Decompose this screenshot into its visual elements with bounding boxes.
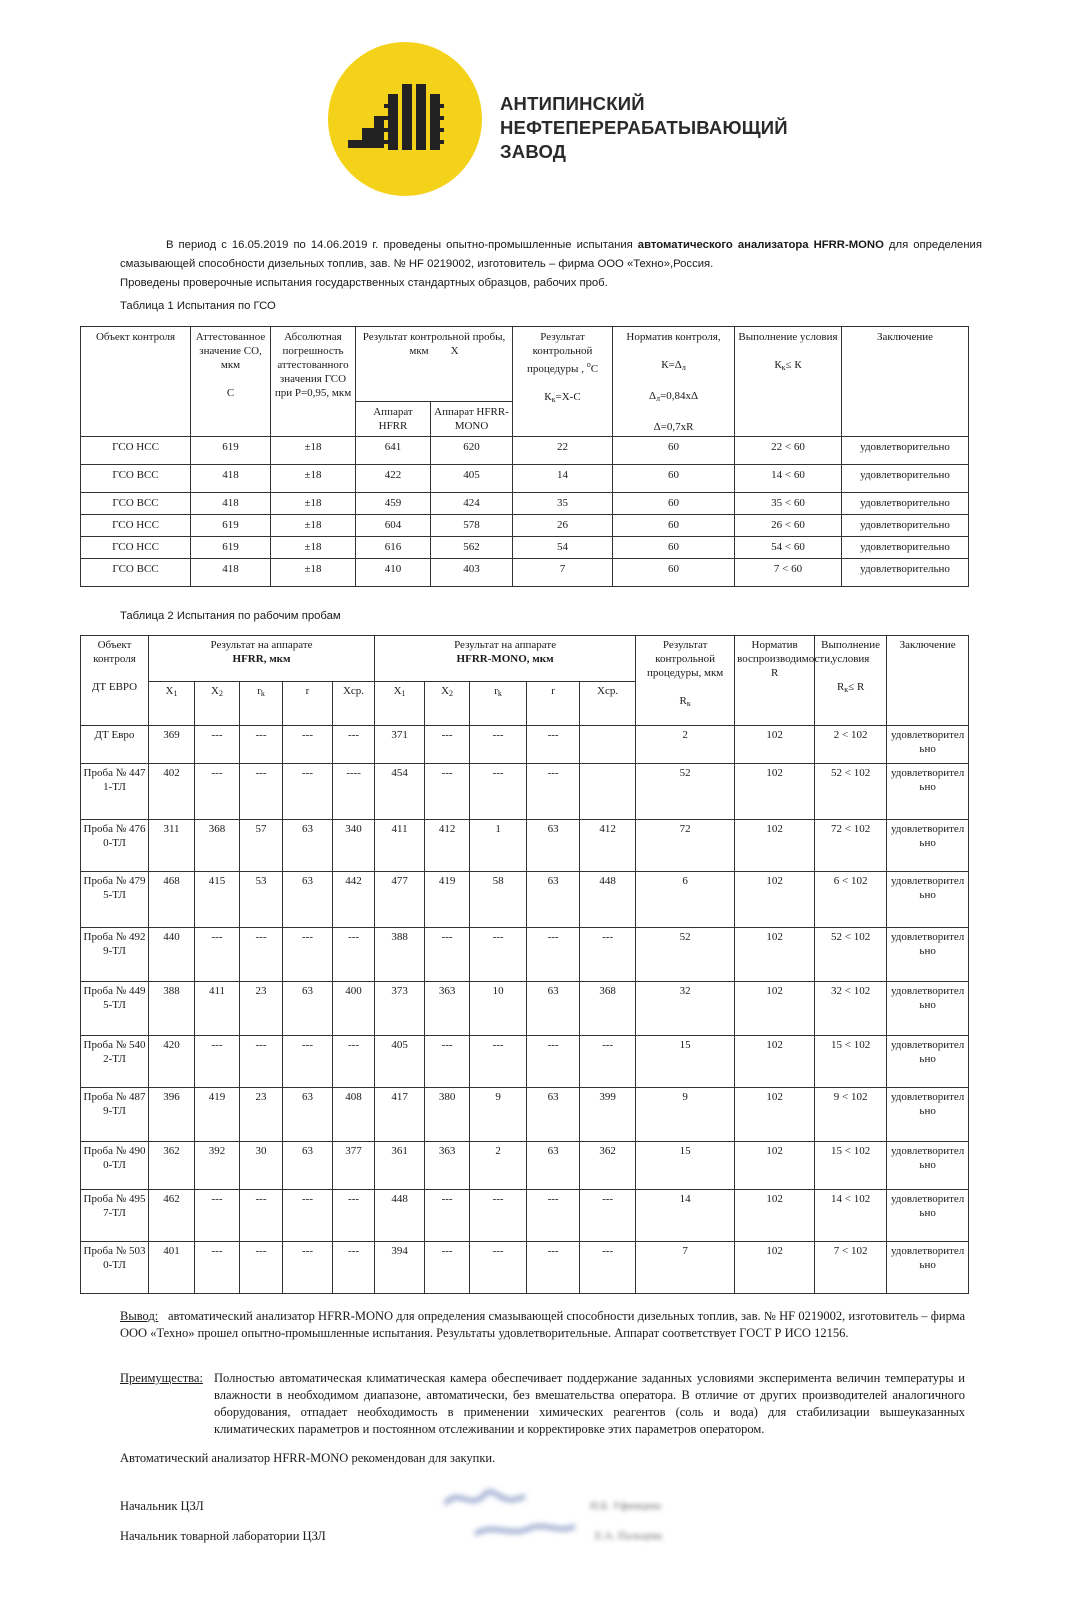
- t2-cell-fulfil: 52 < 102: [815, 928, 887, 982]
- t2-cell-object: ДТ Евро: [81, 726, 149, 764]
- t2-cell-mono-rk: ---: [470, 1190, 527, 1242]
- t1-cell-fulfilment: 7 < 60: [735, 559, 842, 587]
- t2-sub-xavg-mono: Хср.: [580, 682, 636, 726]
- t2-cell-hfrr-x2: 419: [195, 1088, 240, 1142]
- signature-name-2: Е.А. Пальцева: [595, 1530, 663, 1542]
- t2-cell-conclusion: удовлетворительно: [887, 1142, 969, 1190]
- t1-cell-mono: 403: [431, 559, 513, 587]
- t1-cell-abs-error: ±18: [271, 493, 356, 515]
- company-logo: [328, 42, 482, 196]
- advantages: [120, 1370, 965, 1436]
- table-row: [81, 559, 969, 587]
- t2-cell-proc: 72: [636, 820, 735, 872]
- t2-cell-mono-rk: 9: [470, 1088, 527, 1142]
- t2-cell-proc: 9: [636, 1088, 735, 1142]
- table-row: [81, 928, 969, 982]
- t2-cell-norm: 102: [735, 726, 815, 764]
- t1-cell-object: ГСО НСС: [81, 537, 191, 559]
- t2-cell-hfrr-xavg: 442: [333, 872, 375, 928]
- table-row: [81, 982, 969, 1036]
- t2-cell-mono-rk: ---: [470, 726, 527, 764]
- table-row: [81, 515, 969, 537]
- t1-header-conclusion: Заключение: [842, 327, 969, 437]
- t2-cell-mono-rk: 2: [470, 1142, 527, 1190]
- recommendation: Автоматический анализатор HFRR-MONO рекомендован для закупки.: [120, 1451, 496, 1465]
- t2-cell-norm: 102: [735, 764, 815, 820]
- table-row: [81, 726, 969, 764]
- t2-cell-proc: 7: [636, 1242, 735, 1294]
- t2-cell-hfrr-rk: 57: [240, 820, 283, 872]
- handwritten-signature-1: [440, 1484, 530, 1514]
- company-name-line-2: НЕФТЕПЕРЕРАБАТЫВАЮЩИЙ: [500, 117, 788, 138]
- t2-cell-fulfil: 6 < 102: [815, 872, 887, 928]
- t2-cell-object: Проба № 5030-ТЛ: [81, 1242, 149, 1294]
- t1-cell-conclusion: удовлетворительно: [842, 559, 969, 587]
- t2-header-norm: Норматив воспроизводимости, R: [735, 636, 815, 726]
- t1-cell-proc-result: 22: [513, 437, 613, 465]
- t2-cell-hfrr-rk: ---: [240, 1190, 283, 1242]
- t2-cell-mono-r: ---: [527, 726, 580, 764]
- conclusion-label: Вывод:: [120, 1309, 159, 1323]
- t2-cell-mono-r: ---: [527, 1190, 580, 1242]
- t2-cell-hfrr-x1: 462: [149, 1190, 195, 1242]
- t2-cell-hfrr-rk: 23: [240, 1088, 283, 1142]
- t2-cell-proc: 32: [636, 982, 735, 1036]
- t2-cell-hfrr-x2: ---: [195, 1036, 240, 1088]
- table2-caption: Таблица 2 Испытания по рабочим пробам: [120, 610, 341, 622]
- t2-cell-hfrr-xavg: 408: [333, 1088, 375, 1142]
- t2-cell-fulfil: 52 < 102: [815, 764, 887, 820]
- t2-cell-mono-x1: 371: [375, 726, 425, 764]
- t2-cell-hfrr-r: 63: [283, 1142, 333, 1190]
- advantages-label: Преимущества:: [120, 1371, 203, 1385]
- t1-cell-conclusion: удовлетворительно: [842, 493, 969, 515]
- t1-cell-abs-error: ±18: [271, 537, 356, 559]
- t1-cell-norm: 60: [613, 515, 735, 537]
- t1-cell-fulfilment: 26 < 60: [735, 515, 842, 537]
- advantages-text: Полностью автоматическая климатическая камера обеспечивает поддержание заданных условиями эксперимента величин температуры и влажности в необходимом диапазоне, автоматически, без вмешательства оператора. В отличие от других производителей аналогичного оборудования, отпадает необходимость в применении химических реагентов (соль и вода) для стабилизации вышеуказанных климатических параметров и постоянном отслеживании и корректировке этих параметров оператором.: [214, 1371, 965, 1436]
- t2-cell-mono-x1: 448: [375, 1190, 425, 1242]
- t2-cell-mono-x1: 454: [375, 764, 425, 820]
- t1-cell-abs-error: ±18: [271, 559, 356, 587]
- t2-cell-proc: 15: [636, 1036, 735, 1088]
- table-row: [81, 465, 969, 493]
- t2-cell-object: Проба № 5402-ТЛ: [81, 1036, 149, 1088]
- t2-cell-hfrr-r: 63: [283, 872, 333, 928]
- t2-cell-mono-r: 63: [527, 982, 580, 1036]
- t2-cell-proc: 14: [636, 1190, 735, 1242]
- t1-cell-object: ГСО ВСС: [81, 493, 191, 515]
- t2-cell-mono-xavg: 399: [580, 1088, 636, 1142]
- t2-cell-hfrr-xavg: ---: [333, 726, 375, 764]
- t2-sub-r: r: [283, 682, 333, 726]
- t2-sub-rk-mono: $r_k$: [470, 682, 527, 726]
- t2-cell-mono-xavg: 448: [580, 872, 636, 928]
- t2-cell-norm: 102: [735, 872, 815, 928]
- refinery-icon: [328, 42, 482, 196]
- t1-cell-proc-result: 7: [513, 559, 613, 587]
- t2-cell-hfrr-rk: 23: [240, 982, 283, 1036]
- t1-header-object: Объект контроля: [81, 327, 191, 437]
- t1-cell-certified: 418: [191, 493, 271, 515]
- t2-cell-hfrr-xavg: 340: [333, 820, 375, 872]
- t2-cell-object: Проба № 4795-ТЛ: [81, 872, 149, 928]
- t1-cell-abs-error: ±18: [271, 437, 356, 465]
- t2-cell-mono-xavg: ---: [580, 1190, 636, 1242]
- t1-cell-mono: 620: [431, 437, 513, 465]
- t2-cell-object: Проба № 4957-ТЛ: [81, 1190, 149, 1242]
- t2-cell-conclusion: удовлетворительно: [887, 982, 969, 1036]
- t2-cell-hfrr-rk: ---: [240, 764, 283, 820]
- t2-cell-mono-x2: 412: [425, 820, 470, 872]
- t2-cell-mono-x1: 373: [375, 982, 425, 1036]
- handwritten-signature-2: [470, 1516, 580, 1542]
- t2-cell-proc: 15: [636, 1142, 735, 1190]
- t2-cell-conclusion: удовлетворительно: [887, 928, 969, 982]
- t2-cell-mono-xavg: 362: [580, 1142, 636, 1190]
- t1-header-certified: Аттестованное значение СО, мкм С: [191, 327, 271, 437]
- t1-cell-conclusion: удовлетворительно: [842, 515, 969, 537]
- company-name-line-3: ЗАВОД: [500, 141, 567, 162]
- t2-cell-mono-x2: 380: [425, 1088, 470, 1142]
- table-row: [81, 872, 969, 928]
- t1-cell-proc-result: 35: [513, 493, 613, 515]
- t2-cell-conclusion: удовлетворительно: [887, 872, 969, 928]
- t2-sub-x2-mono: $Х_2$: [425, 682, 470, 726]
- t2-cell-hfrr-x2: ---: [195, 726, 240, 764]
- t1-cell-abs-error: ±18: [271, 465, 356, 493]
- table-row: [81, 1142, 969, 1190]
- t2-cell-hfrr-x1: 468: [149, 872, 195, 928]
- t2-cell-norm: 102: [735, 1036, 815, 1088]
- t2-cell-hfrr-r: ---: [283, 1036, 333, 1088]
- t2-cell-hfrr-x2: ---: [195, 764, 240, 820]
- t2-cell-hfrr-rk: ---: [240, 928, 283, 982]
- t2-cell-mono-x2: 363: [425, 982, 470, 1036]
- t1-cell-hfrr: 604: [356, 515, 431, 537]
- t2-cell-hfrr-rk: 30: [240, 1142, 283, 1190]
- t1-cell-certified: 619: [191, 537, 271, 559]
- t2-cell-hfrr-x2: ---: [195, 1242, 240, 1294]
- t2-body: [81, 726, 969, 1294]
- t2-cell-hfrr-x1: 369: [149, 726, 195, 764]
- t1-cell-proc-result: 54: [513, 537, 613, 559]
- t1-cell-hfrr: 422: [356, 465, 431, 493]
- t2-cell-hfrr-rk: ---: [240, 1036, 283, 1088]
- t1-cell-conclusion: удовлетворительно: [842, 537, 969, 559]
- t1-cell-conclusion: удовлетворительно: [842, 465, 969, 493]
- t2-cell-object: Проба № 4471-ТЛ: [81, 764, 149, 820]
- t2-cell-hfrr-x1: 440: [149, 928, 195, 982]
- t2-cell-hfrr-r: ---: [283, 1190, 333, 1242]
- t2-cell-mono-x2: ---: [425, 764, 470, 820]
- t1-cell-object: ГСО ВСС: [81, 559, 191, 587]
- intro-line1-pre: В период с 16.05.2019 по 14.06.2019 г. проведены опытно-промышленные испытания: [166, 239, 638, 251]
- t2-cell-hfrr-r: 63: [283, 982, 333, 1036]
- t2-cell-mono-x2: 363: [425, 1142, 470, 1190]
- table1-caption: Таблица 1 Испытания по ГСО: [120, 300, 276, 312]
- t2-cell-conclusion: удовлетворительно: [887, 1242, 969, 1294]
- t1-cell-certified: 619: [191, 515, 271, 537]
- t1-cell-norm: 60: [613, 559, 735, 587]
- t2-cell-mono-xavg: ---: [580, 928, 636, 982]
- t2-cell-conclusion: удовлетворительно: [887, 820, 969, 872]
- t1-header-mono: Аппарат HFRR-MONO: [431, 402, 513, 437]
- t2-cell-conclusion: удовлетворительно: [887, 1036, 969, 1088]
- t2-cell-fulfil: 7 < 102: [815, 1242, 887, 1294]
- t1-header-result: Результат контрольной пробы, мкм Х: [356, 327, 513, 402]
- t2-cell-mono-x2: ---: [425, 1036, 470, 1088]
- t2-cell-mono-x2: ---: [425, 1190, 470, 1242]
- t2-cell-mono-rk: 1: [470, 820, 527, 872]
- intro-line2: Проведены проверочные испытания государственных стандартных образцов, рабочих проб.: [120, 277, 608, 289]
- t1-cell-norm: 60: [613, 465, 735, 493]
- t2-cell-hfrr-x1: 388: [149, 982, 195, 1036]
- t2-cell-mono-xavg: [580, 764, 636, 820]
- t2-cell-mono-x2: ---: [425, 928, 470, 982]
- t2-cell-object: Проба № 4495-ТЛ: [81, 982, 149, 1036]
- t2-cell-mono-xavg: 368: [580, 982, 636, 1036]
- t2-cell-object: Проба № 4900-ТЛ: [81, 1142, 149, 1190]
- t2-cell-norm: 102: [735, 1142, 815, 1190]
- t2-cell-norm: 102: [735, 928, 815, 982]
- t2-header-hfrr: Результат на аппарате HFRR, мкм: [149, 636, 375, 682]
- t2-cell-mono-r: ---: [527, 1242, 580, 1294]
- t2-cell-norm: 102: [735, 1190, 815, 1242]
- t1-cell-hfrr: 641: [356, 437, 431, 465]
- t2-cell-norm: 102: [735, 820, 815, 872]
- t2-cell-mono-rk: ---: [470, 764, 527, 820]
- t1-header-abs-error: Абсолютная погрешность аттестованного значения ГСО при Р=0,95, мкм: [271, 327, 356, 437]
- t2-cell-mono-x2: ---: [425, 726, 470, 764]
- t1-cell-mono: 562: [431, 537, 513, 559]
- t1-cell-mono: 405: [431, 465, 513, 493]
- t2-cell-mono-x1: 405: [375, 1036, 425, 1088]
- t2-cell-mono-r: ---: [527, 928, 580, 982]
- table-row: [81, 537, 969, 559]
- t1-cell-mono: 578: [431, 515, 513, 537]
- t2-cell-proc: 52: [636, 764, 735, 820]
- t1-cell-fulfilment: 35 < 60: [735, 493, 842, 515]
- company-name: [500, 92, 788, 164]
- t2-cell-mono-r: 63: [527, 872, 580, 928]
- table-row: [81, 820, 969, 872]
- t2-cell-hfrr-xavg: 377: [333, 1142, 375, 1190]
- t2-cell-object: Проба № 4760-ТЛ: [81, 820, 149, 872]
- t2-cell-proc: 6: [636, 872, 735, 928]
- t2-cell-hfrr-xavg: ---: [333, 1190, 375, 1242]
- t2-cell-hfrr-r: ---: [283, 1242, 333, 1294]
- t1-cell-certified: 619: [191, 437, 271, 465]
- t2-cell-fulfil: 15 < 102: [815, 1036, 887, 1088]
- signature-title-2: Начальник товарной лаборатории ЦЗЛ: [120, 1529, 326, 1543]
- t2-cell-fulfil: 2 < 102: [815, 726, 887, 764]
- t2-cell-hfrr-x1: 396: [149, 1088, 195, 1142]
- t2-cell-fulfil: 15 < 102: [815, 1142, 887, 1190]
- t1-cell-mono: 424: [431, 493, 513, 515]
- t2-cell-mono-rk: ---: [470, 1242, 527, 1294]
- t2-cell-hfrr-xavg: ---: [333, 1036, 375, 1088]
- t1-cell-certified: 418: [191, 559, 271, 587]
- t2-cell-fulfil: 32 < 102: [815, 982, 887, 1036]
- t2-cell-hfrr-r: 63: [283, 1088, 333, 1142]
- t2-sub-r-mono: r: [527, 682, 580, 726]
- t2-header-fulfil: Выполнение условия $R_к\le R$: [815, 636, 887, 726]
- t2-cell-norm: 102: [735, 982, 815, 1036]
- t2-cell-mono-rk: ---: [470, 928, 527, 982]
- table-work-samples: [80, 635, 969, 1294]
- t2-cell-object: Проба № 4929-ТЛ: [81, 928, 149, 982]
- t2-cell-hfrr-x2: ---: [195, 1190, 240, 1242]
- t2-sub-x2: $Х_2$: [195, 682, 240, 726]
- t2-cell-conclusion: удовлетворительно: [887, 726, 969, 764]
- t2-cell-mono-x2: 419: [425, 872, 470, 928]
- t1-cell-object: ГСО НСС: [81, 437, 191, 465]
- t2-cell-mono-rk: 58: [470, 872, 527, 928]
- intro-text: [120, 236, 982, 293]
- conclusion-text: автоматический анализатор HFRR-MONO для определения смазывающей способности дизельных топлив, зав. № HF 0219002, изготовитель – фирма ООО «Техно» прошел опытно-промышленные испытания. Результаты удовлетворительные. Аппарат соответствует ГОСТ Р ИСО 12156.: [120, 1309, 966, 1340]
- t2-cell-conclusion: удовлетворительно: [887, 764, 969, 820]
- t2-cell-mono-xavg: 412: [580, 820, 636, 872]
- t2-header-mono: Результат на аппарате HFRR-MONO, мкм: [375, 636, 636, 682]
- t2-cell-hfrr-r: ---: [283, 726, 333, 764]
- t2-sub-xavg: Хср.: [333, 682, 375, 726]
- t1-cell-norm: 60: [613, 537, 735, 559]
- t2-cell-hfrr-x2: 415: [195, 872, 240, 928]
- t2-sub-x1: $Х_1$: [149, 682, 195, 726]
- t2-cell-conclusion: удовлетворительно: [887, 1088, 969, 1142]
- t1-cell-hfrr: 459: [356, 493, 431, 515]
- t2-cell-mono-x2: ---: [425, 1242, 470, 1294]
- table-gso: [80, 326, 969, 587]
- t1-cell-fulfilment: 22 < 60: [735, 437, 842, 465]
- t2-cell-mono-r: ---: [527, 1036, 580, 1088]
- t2-cell-hfrr-x1: 362: [149, 1142, 195, 1190]
- t2-cell-norm: 102: [735, 1088, 815, 1142]
- t2-cell-mono-x1: 417: [375, 1088, 425, 1142]
- t2-cell-hfrr-rk: 53: [240, 872, 283, 928]
- t1-cell-object: ГСО ВСС: [81, 465, 191, 493]
- t2-cell-hfrr-x2: 392: [195, 1142, 240, 1190]
- t2-sub-rk: $r_k$: [240, 682, 283, 726]
- t2-cell-proc: 2: [636, 726, 735, 764]
- t1-header-norm: Норматив контроля, $К=\Delta_л$ $\Delta_л=0,84х\Delta$ Δ=0,7хR: [613, 327, 735, 437]
- t1-body: [81, 437, 969, 587]
- t2-cell-fulfil: 9 < 102: [815, 1088, 887, 1142]
- t1-header-hfrr: Аппарат HFRR: [356, 402, 431, 437]
- t2-cell-hfrr-x1: 311: [149, 820, 195, 872]
- table-row: [81, 1190, 969, 1242]
- table-row: [81, 1036, 969, 1088]
- t2-cell-mono-xavg: ---: [580, 1036, 636, 1088]
- signature-name-1: Н.Б. Уфимцева: [590, 1500, 661, 1512]
- t2-cell-mono-rk: ---: [470, 1036, 527, 1088]
- t2-cell-mono-x1: 388: [375, 928, 425, 982]
- t2-cell-hfrr-xavg: ----: [333, 764, 375, 820]
- t2-cell-hfrr-x1: 401: [149, 1242, 195, 1294]
- t1-cell-object: ГСО НСС: [81, 515, 191, 537]
- t2-cell-hfrr-r: ---: [283, 928, 333, 982]
- signature-title-1: Начальник ЦЗЛ: [120, 1499, 204, 1513]
- t2-cell-conclusion: удовлетворительно: [887, 1190, 969, 1242]
- t2-header-conclusion: Заключение: [887, 636, 969, 726]
- t1-header-proc-result: Результат контрольной процедуры , $^o$С $К_к=Х-С$: [513, 327, 613, 437]
- t1-cell-norm: 60: [613, 493, 735, 515]
- t1-cell-hfrr: 410: [356, 559, 431, 587]
- t2-cell-hfrr-xavg: ---: [333, 928, 375, 982]
- t2-cell-hfrr-xavg: ---: [333, 1242, 375, 1294]
- t2-cell-hfrr-x2: 411: [195, 982, 240, 1036]
- table-row: [81, 1088, 969, 1142]
- t2-cell-fulfil: 72 < 102: [815, 820, 887, 872]
- t2-cell-mono-x1: 477: [375, 872, 425, 928]
- t1-cell-hfrr: 616: [356, 537, 431, 559]
- t2-cell-norm: 102: [735, 1242, 815, 1294]
- t2-cell-hfrr-x2: 368: [195, 820, 240, 872]
- t2-cell-mono-x1: 361: [375, 1142, 425, 1190]
- t1-cell-conclusion: удовлетворительно: [842, 437, 969, 465]
- t2-cell-hfrr-r: ---: [283, 764, 333, 820]
- t2-cell-hfrr-r: 63: [283, 820, 333, 872]
- t2-header-proc: Результат контрольной процедуры, мкм $R_к$: [636, 636, 735, 726]
- t1-cell-proc-result: 26: [513, 515, 613, 537]
- intro-line1-post: для определения смазывающей способности дизельных топлив, зав. № HF 0219002, изготовитель – фирма ООО «Техно»,Россия.: [120, 239, 982, 270]
- t2-cell-mono-xavg: [580, 726, 636, 764]
- t2-cell-hfrr-xavg: 400: [333, 982, 375, 1036]
- t1-cell-fulfilment: 14 < 60: [735, 465, 842, 493]
- t2-cell-hfrr-x1: 420: [149, 1036, 195, 1088]
- t1-cell-norm: 60: [613, 437, 735, 465]
- t2-cell-mono-r: 63: [527, 1142, 580, 1190]
- t1-cell-proc-result: 14: [513, 465, 613, 493]
- t2-cell-hfrr-x2: ---: [195, 928, 240, 982]
- t1-cell-certified: 418: [191, 465, 271, 493]
- table-row: [81, 1242, 969, 1294]
- table-row: [81, 493, 969, 515]
- t2-cell-hfrr-x1: 402: [149, 764, 195, 820]
- t2-cell-mono-xavg: ---: [580, 1242, 636, 1294]
- t2-header-object: Объект контроля ДТ ЕВРО: [81, 636, 149, 726]
- t1-cell-abs-error: ±18: [271, 515, 356, 537]
- t2-cell-fulfil: 14 < 102: [815, 1190, 887, 1242]
- t2-cell-hfrr-rk: ---: [240, 726, 283, 764]
- t2-cell-mono-r: 63: [527, 1088, 580, 1142]
- t2-cell-mono-rk: 10: [470, 982, 527, 1036]
- table-row: [81, 437, 969, 465]
- t2-sub-x1-mono: $Х_1$: [375, 682, 425, 726]
- table-row: [81, 764, 969, 820]
- t2-cell-mono-x1: 394: [375, 1242, 425, 1294]
- t2-cell-mono-r: ---: [527, 764, 580, 820]
- t2-cell-mono-r: 63: [527, 820, 580, 872]
- intro-device-name: автоматического анализатора HFRR-MONO: [637, 239, 884, 251]
- t1-cell-fulfilment: 54 < 60: [735, 537, 842, 559]
- t1-header-fulfilment: Выполнение условия $К_к\le К$: [735, 327, 842, 437]
- t2-cell-mono-x1: 411: [375, 820, 425, 872]
- t2-cell-hfrr-rk: ---: [240, 1242, 283, 1294]
- company-name-line-1: АНТИПИНСКИЙ: [500, 93, 645, 114]
- t2-cell-object: Проба № 4879-ТЛ: [81, 1088, 149, 1142]
- conclusion: [120, 1308, 965, 1342]
- t2-cell-proc: 52: [636, 928, 735, 982]
